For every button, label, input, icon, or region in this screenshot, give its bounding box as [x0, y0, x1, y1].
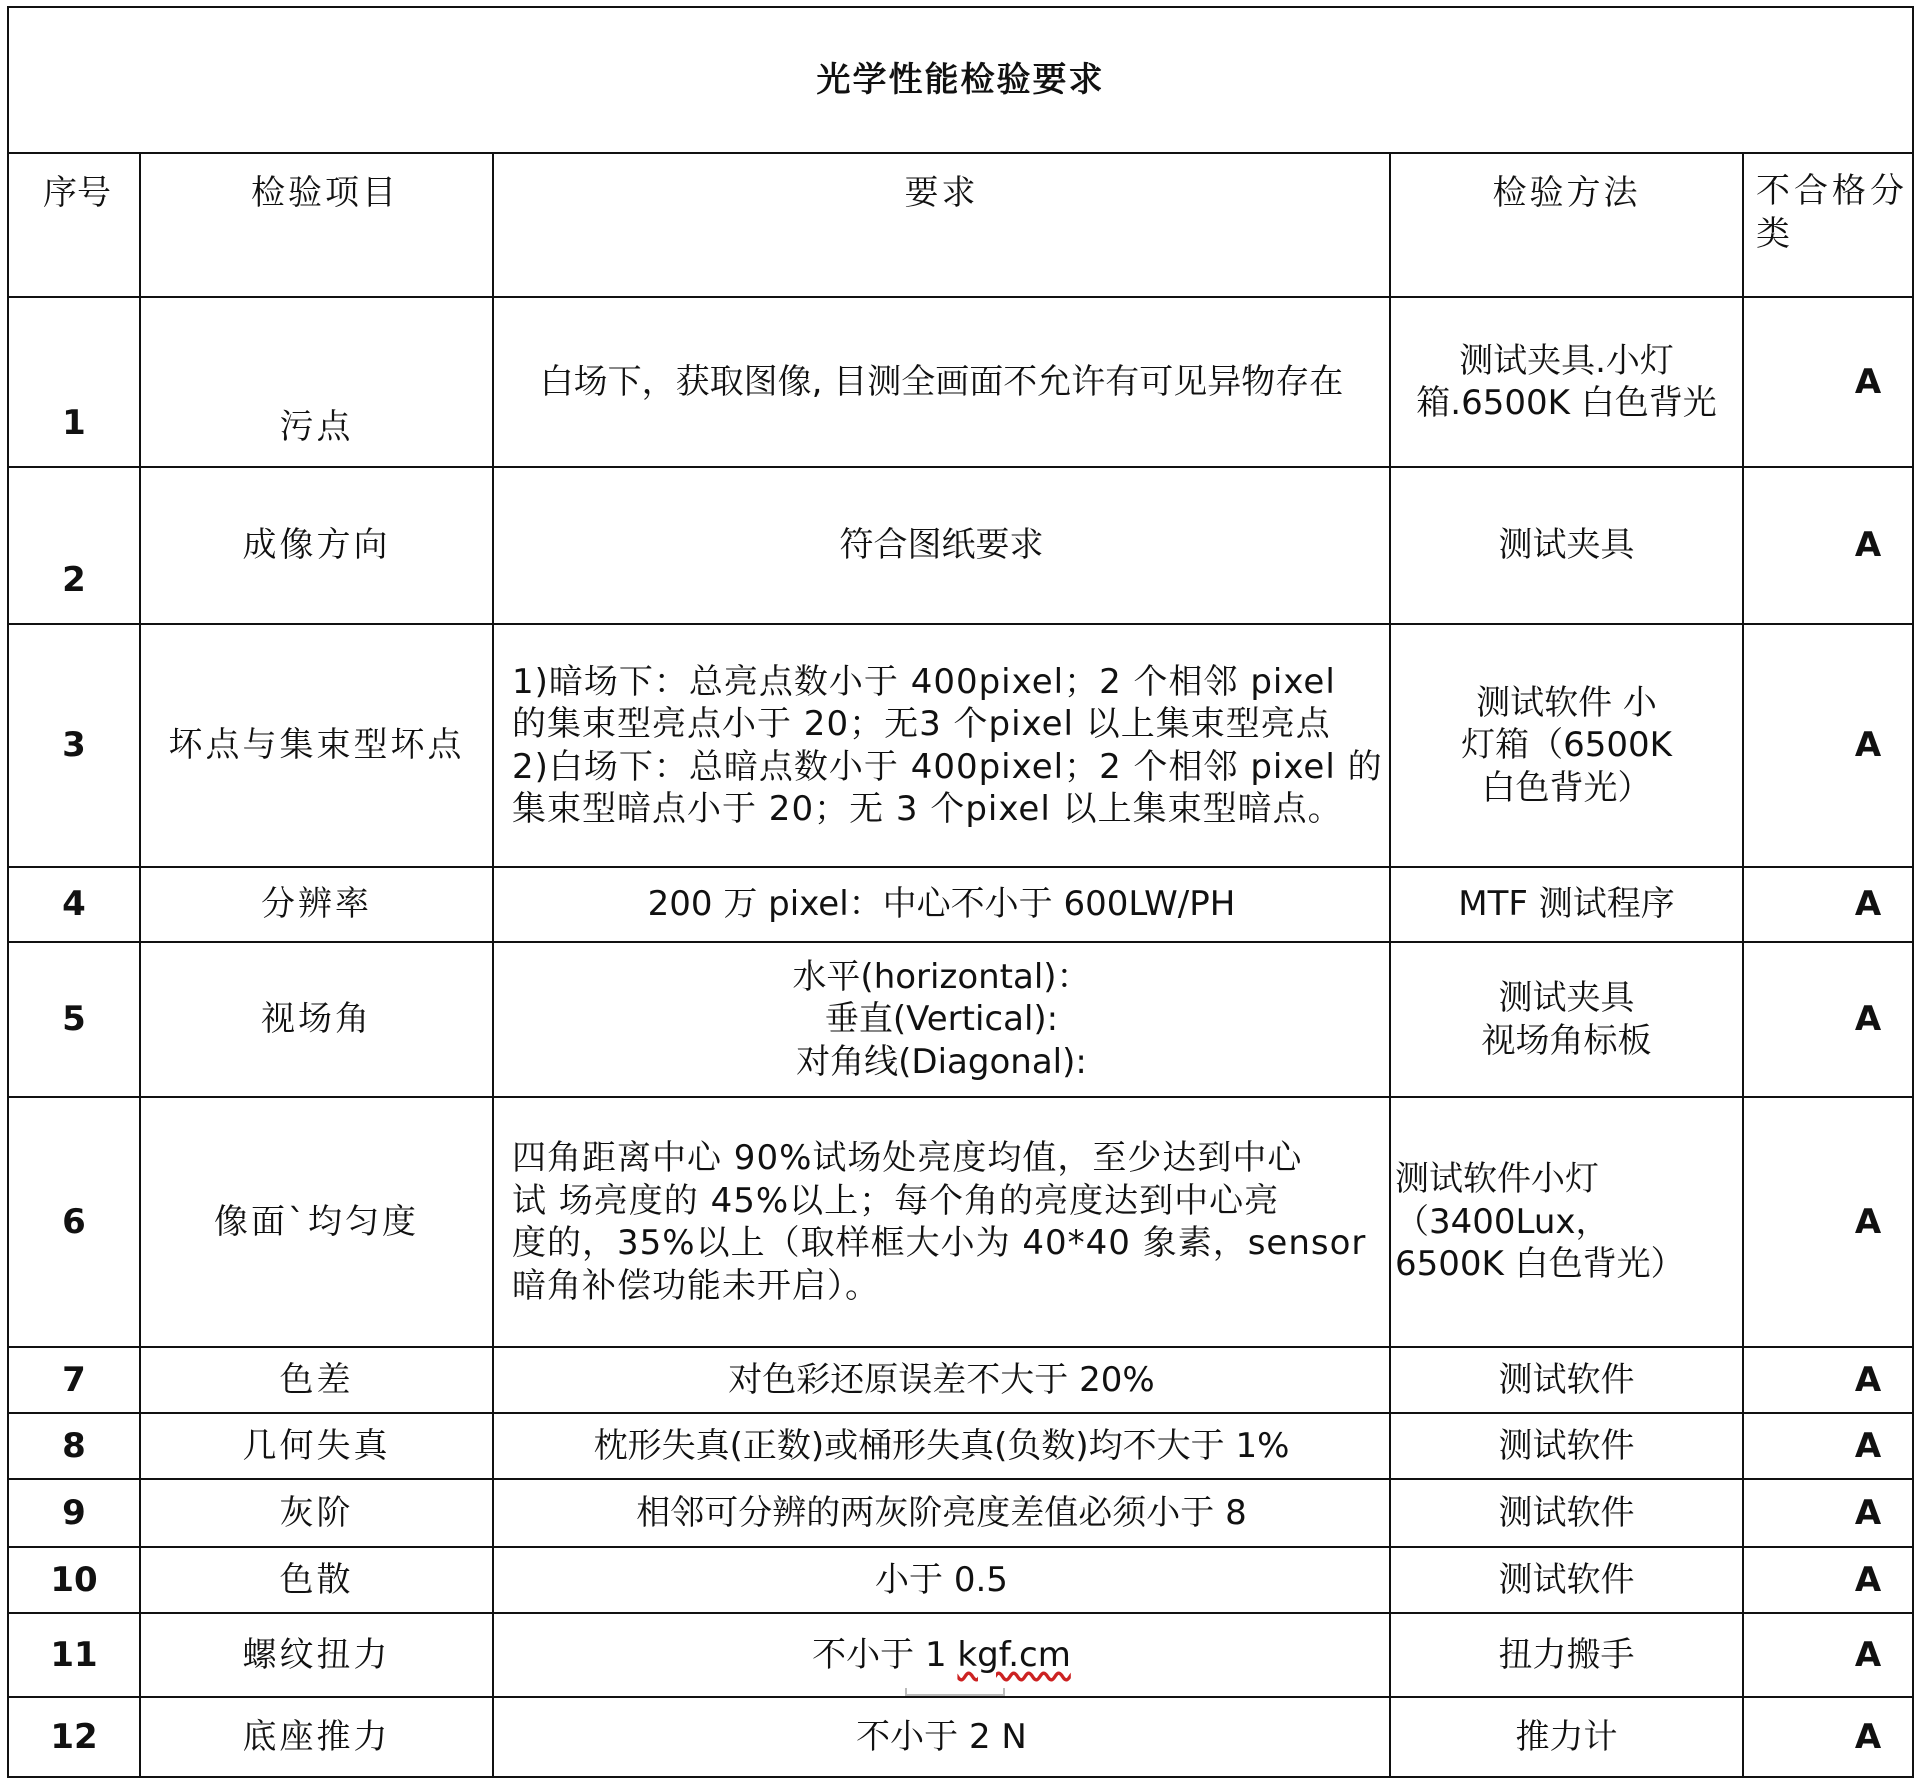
row-requirement — [493, 1413, 1390, 1479]
method-line: （3400Lux， — [1395, 1201, 1610, 1242]
requirement-line: 对角线(Diagonal): — [796, 1041, 1087, 1082]
row-requirement — [493, 467, 1390, 624]
method-line: 推力计 — [1515, 1716, 1618, 1757]
row-method — [1390, 1697, 1743, 1777]
requirement-line: 符合图纸要求 — [839, 525, 1044, 566]
requirement-line: 200 万 pixel：中心不小于 600LW/PH — [647, 884, 1236, 925]
requirement-line: 白场下，获取图像, 目测全画面不允许有可见异物存在 — [539, 361, 1344, 402]
table-row — [8, 1347, 1913, 1413]
method-line: 灯箱（6500K — [1461, 725, 1672, 766]
header-requirement: 要求 — [493, 153, 1390, 297]
method-line: 6500K 白色背光） — [1395, 1244, 1685, 1285]
row-requirement — [493, 1479, 1390, 1547]
row-requirement — [493, 1547, 1390, 1613]
method-line: 测试软件 — [1498, 1359, 1635, 1400]
row-seq: 8 — [8, 1413, 140, 1479]
table-row — [8, 467, 1913, 624]
row-item: 螺纹扭力 — [140, 1613, 493, 1697]
row-item: 分辨率 — [140, 867, 493, 942]
row-method — [1390, 1347, 1743, 1413]
row-item: 灰阶 — [140, 1479, 493, 1547]
method-line: 测试软件 小 — [1476, 682, 1657, 723]
requirement-line: 枕形失真(正数)或桶形失真(负数)均不大于 1% — [593, 1425, 1290, 1466]
requirement-line: 垂直(Vertical): — [824, 999, 1059, 1040]
row-requirement — [493, 297, 1390, 467]
row-seq: 1 — [8, 297, 140, 467]
row-requirement — [493, 867, 1390, 942]
row-requirement — [493, 1097, 1390, 1347]
inspection-sheet — [7, 6, 1912, 1778]
row-class: A — [1743, 1413, 1913, 1479]
row-class: A — [1743, 1697, 1913, 1777]
table-row — [8, 1697, 1913, 1777]
table-row — [8, 1479, 1913, 1547]
row-item: 底座推力 — [140, 1697, 493, 1777]
header-classification — [1743, 153, 1913, 297]
row-seq: 4 — [8, 867, 140, 942]
row-requirement — [493, 1697, 1390, 1777]
method-line: 扭力搬手 — [1498, 1634, 1635, 1675]
row-item: 色散 — [140, 1547, 493, 1613]
requirement-line: 小于 0.5 — [875, 1559, 1008, 1600]
optical-inspection-table — [7, 6, 1914, 1778]
requirement-line: 对色彩还原误差不大于 20% — [728, 1359, 1155, 1400]
requirement-line: 2)白场下：总暗点数小于 400pixel；2 个相邻 pixel 的 — [512, 746, 1383, 787]
row-class: A — [1743, 467, 1913, 624]
method-line: 测试夹具 — [1498, 525, 1635, 566]
row-class: A — [1743, 1479, 1913, 1547]
row-method — [1390, 867, 1743, 942]
table-row — [8, 867, 1913, 942]
table-row — [8, 1413, 1913, 1479]
table-row — [8, 624, 1913, 867]
method-line: MTF 测试程序 — [1458, 884, 1675, 925]
row-requirement — [493, 624, 1390, 867]
header-classification-line1: 不合格分 — [1756, 171, 1908, 211]
method-line: 测试夹具.小灯 — [1459, 340, 1674, 381]
table-title: 光学性能检验要求 — [8, 7, 1913, 153]
requirement-line: 度的，35%以上（取样框大小为 40*40 象素，sensor — [512, 1223, 1367, 1263]
row-requirement — [493, 1347, 1390, 1413]
requirement-line: 的集束型亮点小于 20；无3 个pixel 以上集束型亮点 — [512, 704, 1331, 744]
method-line: 测试软件 — [1498, 1559, 1635, 1600]
row-class: A — [1743, 867, 1913, 942]
row-method — [1390, 1479, 1743, 1547]
row-seq: 3 — [8, 624, 140, 867]
row-method — [1390, 942, 1743, 1097]
header-classification-line2: 类 — [1756, 213, 1794, 254]
requirement-line: 四角距离中心 90%试场处亮度均值，至少达到中心 — [512, 1138, 1303, 1178]
title-row — [8, 7, 1913, 153]
method-line: 视场角标板 — [1481, 1020, 1652, 1061]
row-seq: 12 — [8, 1697, 140, 1777]
row-method — [1390, 1413, 1743, 1479]
requirement-line: 试 场亮度的 45%以上；每个角的亮度达到中心亮 — [512, 1180, 1280, 1221]
table-row — [8, 297, 1913, 467]
row-item: 色差 — [140, 1347, 493, 1413]
row-method — [1390, 1613, 1743, 1697]
requirement-line: 不小于 2 N — [856, 1716, 1027, 1757]
table-row — [8, 942, 1913, 1097]
requirement-unit: kgf.cm — [957, 1634, 1071, 1675]
header-seq: 序号 — [8, 153, 140, 297]
row-requirement — [493, 942, 1390, 1097]
row-method — [1390, 624, 1743, 867]
row-class: A — [1743, 1347, 1913, 1413]
row-seq: 9 — [8, 1479, 140, 1547]
requirement-line: 集束型暗点小于 20；无 3 个pixel 以上集束型暗点。 — [512, 789, 1343, 829]
row-item: 视场角 — [140, 942, 493, 1097]
row-method — [1390, 1547, 1743, 1613]
method-line: 测试软件 — [1498, 1425, 1635, 1466]
requirement-line: 相邻可分辨的两灰阶亮度差值必须小于 8 — [636, 1492, 1247, 1533]
row-class: A — [1743, 624, 1913, 867]
row-method — [1390, 297, 1743, 467]
header-row — [8, 153, 1913, 297]
row-seq: 6 — [8, 1097, 140, 1347]
requirement-prefix: 不小于 1 — [812, 1634, 958, 1675]
table-row — [8, 1097, 1913, 1347]
row-seq: 7 — [8, 1347, 140, 1413]
row-method — [1390, 1097, 1743, 1347]
row-requirement — [493, 1613, 1390, 1697]
method-line: 测试夹具 — [1498, 978, 1635, 1018]
row-class: A — [1743, 942, 1913, 1097]
row-seq: 5 — [8, 942, 140, 1097]
requirement-line: 水平(horizontal)： — [792, 956, 1091, 997]
requirement-line — [504, 1634, 1379, 1677]
method-line: 测试软件 — [1498, 1492, 1635, 1533]
row-item: 几何失真 — [140, 1413, 493, 1479]
row-item: 成像方向 — [140, 467, 493, 624]
method-line: 测试软件小灯 — [1395, 1159, 1599, 1200]
table-row — [8, 1613, 1913, 1697]
requirement-line: 暗角补偿功能未开启）。 — [512, 1265, 880, 1306]
row-item: 像面`均匀度 — [140, 1097, 493, 1347]
row-item: 坏点与集束型坏点 — [140, 624, 493, 867]
row-seq: 11 — [8, 1613, 140, 1697]
method-line: 箱.6500K 白色背光 — [1416, 383, 1717, 423]
header-method: 检验方法 — [1390, 153, 1743, 297]
row-seq: 2 — [8, 467, 140, 624]
requirement-line: 1)暗场下：总亮点数小于 400pixel；2 个相邻 pixel — [512, 661, 1336, 702]
table-row — [8, 1547, 1913, 1613]
row-class: A — [1743, 1613, 1913, 1697]
page-break-marker — [905, 1694, 1005, 1696]
row-seq: 10 — [8, 1547, 140, 1613]
row-class: A — [1743, 1097, 1913, 1347]
header-item: 检验项目 — [140, 153, 493, 297]
row-method — [1390, 467, 1743, 624]
method-line: 白色背光） — [1481, 767, 1652, 808]
row-class: A — [1743, 297, 1913, 467]
row-class: A — [1743, 1547, 1913, 1613]
row-item: 污点 — [140, 297, 493, 467]
